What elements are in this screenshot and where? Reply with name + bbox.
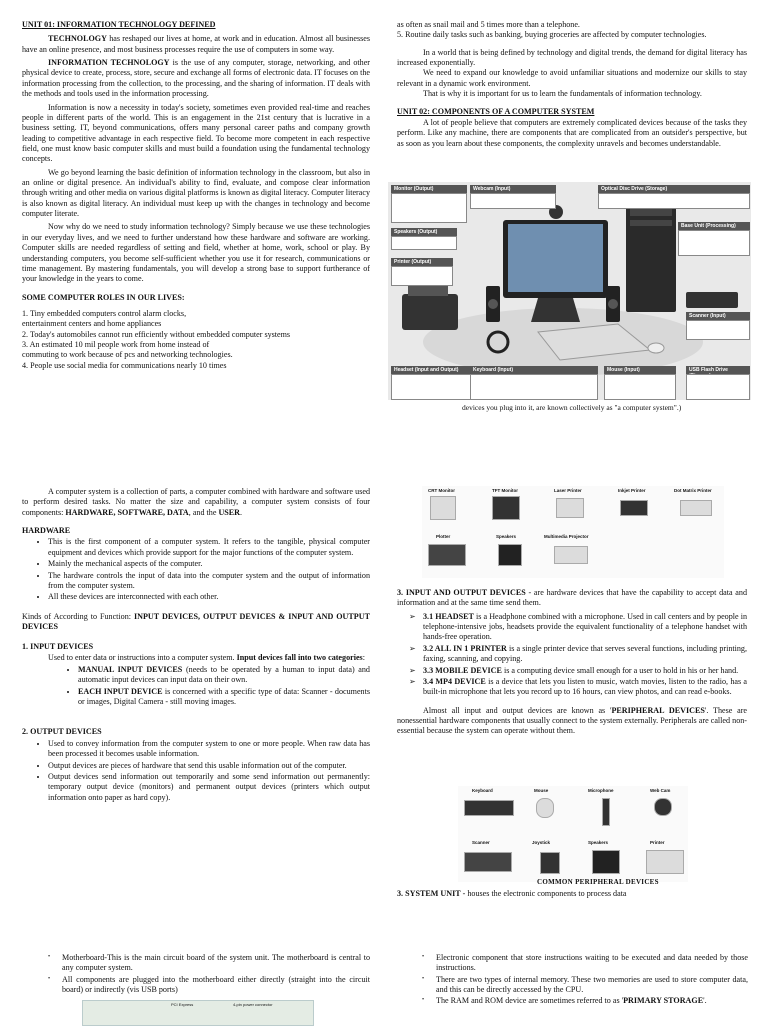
webcam-icon xyxy=(654,798,672,816)
list-item: commuting to work because of pcs and networking technologies. xyxy=(22,350,233,360)
paragraph-important: That is why it is important for us to learn the fundamentals of information technology. xyxy=(423,89,702,99)
label-mouse: Mouse (Input) xyxy=(604,366,676,374)
left-top-column xyxy=(22,20,370,371)
label-optical: Optical Disc Drive (Storage) xyxy=(598,185,750,193)
device-label: Web Cam xyxy=(650,788,671,793)
peripheral-caption: COMMON PERIPHERAL DEVICES xyxy=(537,878,659,886)
keyboard-note xyxy=(470,374,598,400)
input-devices-title: 1. INPUT DEVICES xyxy=(22,642,94,652)
computer-system-diagram xyxy=(388,182,751,400)
label-scanner: Scanner (Input) xyxy=(686,312,750,320)
paragraph-digital-literacy: We go beyond learning the basic definition of information technology in the classroom, but also in an online or digital presence. An individual's ability to find, evaluate, and compose clear information through writing and other media on various digital platforms is known as digital literacy. Computer literacy is also known as digital literacy. An individual must keep up with the changes in technology and become computer literate. xyxy=(22,167,370,219)
mouse-icon xyxy=(536,798,554,818)
device-label: Multimedia Projector xyxy=(544,534,589,539)
list-item: ➢ 3.1 HEADSET is a Headphone combined with a microphone. Used in call centers and by people in telephone-intensive jobs, headsets provide the equivalent functionality of a telephone handset with hands-free operation. xyxy=(423,612,747,643)
output-devices-title: 2. OUTPUT DEVICES xyxy=(22,727,102,737)
device-label: Plotter xyxy=(436,534,451,539)
list-item: • The RAM and ROM device are sometimes referred to as 'PRIMARY STORAGE'. xyxy=(436,996,748,1006)
list-item: 2. Today's automobiles cannot run efficiently without embedded computer systems xyxy=(22,329,291,339)
label-speakers: Speakers (Output) xyxy=(391,228,457,236)
optical-note xyxy=(598,193,750,209)
label-keyboard: Keyboard (Input) xyxy=(470,366,598,374)
list-item: • The hardware controls the input of data into the computer system and the output of information from the computer system. xyxy=(48,571,370,592)
scanner-note xyxy=(686,320,750,340)
list-item: ➢ 3.3 MOBILE DEVICE is a computing device small enough for a user to hold in his or her hand. xyxy=(423,666,747,676)
motherboard-label: PCI Express xyxy=(171,1002,194,1007)
paragraph-it: INFORMATION TECHNOLOGY is the use of any computer, storage, networking, and other physical device to create, process, store, secure and exchange all forms of electronic data. IT focuses on the information processing from the collection, to the processing, and the sharing of information. IT deals with the methods and tools used in the information processing. xyxy=(22,58,370,99)
printer-icon xyxy=(646,850,684,874)
diagram-caption: devices you plug into it, are known collectively as "a computer system".) xyxy=(462,403,682,412)
roles-list xyxy=(22,309,370,371)
list-item: • Mainly the mechanical aspects of the computer. xyxy=(48,559,370,569)
input-devices-paragraph: Used to enter data or instructions into a computer system. Input devices fall into two categories: xyxy=(48,652,365,662)
webcam-note xyxy=(470,193,556,209)
paragraph-digital-demand: In a world that is being defined by technology and digital trends, the demand for digital literacy has increased exponentially. xyxy=(397,47,747,68)
dot-matrix-printer-icon xyxy=(680,500,712,516)
list-item: 1. Tiny embedded computers control alarm clocks, xyxy=(22,308,187,318)
list-item: • Motherboard-This is the main circuit board of the system unit. The motherboard is central to any computer system. xyxy=(62,953,370,974)
peripheral-paragraph: Almost all input and output devices are known as 'PERIPHERAL DEVICES'. These are nonessential hardware components that usually connect to the system externally. Peripherals are called non-essential because the system can operate without them. xyxy=(397,705,748,736)
inkjet-printer-icon xyxy=(620,500,648,516)
paragraph-computer-system: A computer system is a collection of parts, a computer combined with hardware and software used to perform desired tasks. No matter the size and capability, a computer system consists of four components: HARDWARE, SOFTWARE, DATA, and the USER. xyxy=(22,487,370,517)
device-label: Microphone xyxy=(588,788,614,793)
label-webcam: Webcam (Input) xyxy=(470,185,556,193)
printer-note xyxy=(391,266,453,286)
label-base-unit: Base Unit (Processing) xyxy=(678,222,750,230)
device-label: Joystick xyxy=(532,840,551,845)
label-usb: USB Flash Drive xyxy=(686,366,750,381)
list-item: ➢ 3.4 MP4 DEVICE is a device that lets you listen to music, watch movies, listen to the radio, has a built-in microphone that lets you record up to 16 hours, can view photos, and can read e-books. xyxy=(423,677,747,698)
list-item: • Output devices send information out temporarily and some send information out permanently: temporary output device (monitors) and permanent output devices (printers which output information onto paper as hard copy). xyxy=(48,772,370,803)
right-top-column xyxy=(397,20,747,152)
tft-monitor-icon xyxy=(492,496,520,520)
device-label: Scanner xyxy=(472,840,490,845)
continued-text: 5. Routine daily tasks such as banking, buying groceries are affected by computer technologies. xyxy=(397,30,707,40)
headset-note xyxy=(391,374,471,400)
motherboard-list xyxy=(36,953,370,995)
device-label: TFT Monitor xyxy=(492,488,518,493)
continued-text: as often as snail mail and 5 times more than a telephone. xyxy=(397,20,580,29)
left-bottom-column xyxy=(22,487,370,806)
peripheral-devices-image xyxy=(458,786,688,882)
speakers-note xyxy=(391,236,457,250)
unit2-title: UNIT 02: COMPONENTS OF A COMPUTER SYSTEM xyxy=(397,106,595,116)
output-devices-image xyxy=(422,486,724,578)
paragraph-technology: TECHNOLOGY has reshaped our lives at home, at work and in education. Almost all businesses have an online presence, and most business processes require the use of computers in some way. xyxy=(22,34,370,54)
mouse-note xyxy=(604,374,676,400)
list-item: • All these devices are interconnected with each other. xyxy=(48,592,370,602)
label-monitor: Monitor (Output) xyxy=(391,185,467,193)
output-devices-list xyxy=(22,739,370,803)
unit1-title: UNIT 01: INFORMATION TECHNOLOGY DEFINED xyxy=(22,20,216,29)
list-item: • This is the first component of a computer system. It refers to the tangible, physical computer equipment and devices which provide support for the major functions of the computer system. xyxy=(48,537,370,558)
footer-right-column xyxy=(410,953,748,1010)
crt-monitor-icon xyxy=(430,496,456,520)
io-devices-list xyxy=(397,612,747,698)
list-item: • Electronic component that store instructions waiting to be executed and data needed by those instructions. xyxy=(436,953,748,974)
list-item: • Used to convey information from the computer system to one or more people. When raw data has been processed it becomes usable information. xyxy=(48,739,370,760)
list-item: ➢ 3.2 ALL IN 1 PRINTER is a single printer device that serves several functions, including printing, faxing, scanning, and copying. xyxy=(423,644,747,665)
list-item: entertainment centers and home appliances xyxy=(22,319,162,329)
footer-left-column xyxy=(36,953,370,998)
plotter-icon xyxy=(428,544,466,566)
device-label: Inkjet Printer xyxy=(618,488,646,493)
motherboard-image xyxy=(82,1000,314,1026)
usb-note xyxy=(686,374,750,400)
list-item: • There are two types of internal memory. These two memories are used to store computer data, and this can be directly accessed by the CPU. xyxy=(436,975,748,996)
list-item: • Output devices are pieces of hardware that send this usable information out of the computer. xyxy=(48,761,370,771)
kinds-paragraph: Kinds of According to Function: INPUT DEVICES, OUTPUT DEVICES & INPUT AND OUTPUT DEVICES xyxy=(22,611,370,631)
hardware-title: HARDWARE xyxy=(22,526,71,536)
device-label: Dot Matrix Printer xyxy=(674,488,712,493)
keyboard-icon xyxy=(464,800,514,816)
speakers-icon xyxy=(592,850,620,874)
monitor-note xyxy=(391,193,467,223)
memory-list xyxy=(410,953,748,1007)
label-headset: Headset (Input and Output) xyxy=(391,366,471,374)
input-devices-list xyxy=(22,665,370,707)
device-label: Printer xyxy=(650,840,665,845)
device-label: Speakers xyxy=(588,840,609,845)
hardware-list xyxy=(22,537,370,602)
device-label: CRT Monitor xyxy=(428,488,455,493)
roles-title: SOME COMPUTER ROLES IN OUR LIVES: xyxy=(22,292,185,302)
label-printer: Printer (Output) xyxy=(391,258,453,266)
system-unit-line: 3. SYSTEM UNIT - houses the electronic components to process data xyxy=(397,889,627,898)
microphone-icon xyxy=(602,798,610,826)
device-label: Mouse xyxy=(534,788,549,793)
laser-printer-icon xyxy=(556,498,584,518)
device-label: Speakers xyxy=(496,534,517,539)
device-label: Keyboard xyxy=(472,788,493,793)
speakers-icon xyxy=(498,544,522,566)
base-note xyxy=(678,230,750,256)
right-bottom-column xyxy=(397,588,747,740)
projector-icon xyxy=(554,546,588,564)
list-item: • All components are plugged into the motherboard either directly (straight into the circuit board) or indirectly (vis USB ports) xyxy=(62,975,370,996)
list-item: • MANUAL INPUT DEVICES (needs to be operated by a human to input data) and automatic input devices can input data on their own. xyxy=(78,665,370,686)
paragraph-information: Information is now a necessity in today's society, sometimes even provided real-time and reaches people in different parts of the world. This is an engagement in the 21st century that is lucrative in a business setting. IT, beyond communications, offers many personal career paths and company growth leading to competitive advantage in each respective field. To become more competent in each respective field, one must know basic computer skills and must build a foundation using the fundamental technology concepts. xyxy=(22,102,370,164)
device-label: Laser Printer xyxy=(554,488,582,493)
motherboard-label: 4-pin power connector xyxy=(233,1002,273,1007)
list-item: • EACH INPUT DEVICE is concerned with a specific type of data: Scanner - documents or images, Digital Camera - still moving images. xyxy=(78,687,370,708)
paragraph-expand: We need to expand our knowledge to avoid unfamiliar situations and modernize our skills to stay relevant in a dynamic work environment. xyxy=(397,68,747,88)
io-devices-paragraph: 3. INPUT AND OUTPUT DEVICES - are hardware devices that have the capability to accept data and information and at the same time send them. xyxy=(397,588,747,608)
scanner-icon xyxy=(464,852,512,872)
paragraph-components: A lot of people believe that computers are extremely complicated devices because of the tasks they perform. Like any machine, there are components that are complicated from an outsider's perspective, but as soon as you learn about these components, the complexity unravels and becomes understandable. xyxy=(397,117,747,148)
paragraph-why-study: Now why do we need to study information technology? Simply because we use these technologies in our everyday lives, and we need to further understand how these hardware and software are working. Computer skills are needed regardless of setting and field, whether at home, work, school or play. By understanding computers, you become self-sufficient whether you use it for research, communications or time management. By mastering fundamentals, you will develop a strong base to support furtherance of your knowledge in the years to come. xyxy=(22,222,370,284)
joystick-icon xyxy=(540,852,560,874)
list-item: 3. An estimated 10 mil people work from home instead of xyxy=(22,340,210,350)
list-item: 4. People use social media for communications nearly 10 times xyxy=(22,360,227,370)
